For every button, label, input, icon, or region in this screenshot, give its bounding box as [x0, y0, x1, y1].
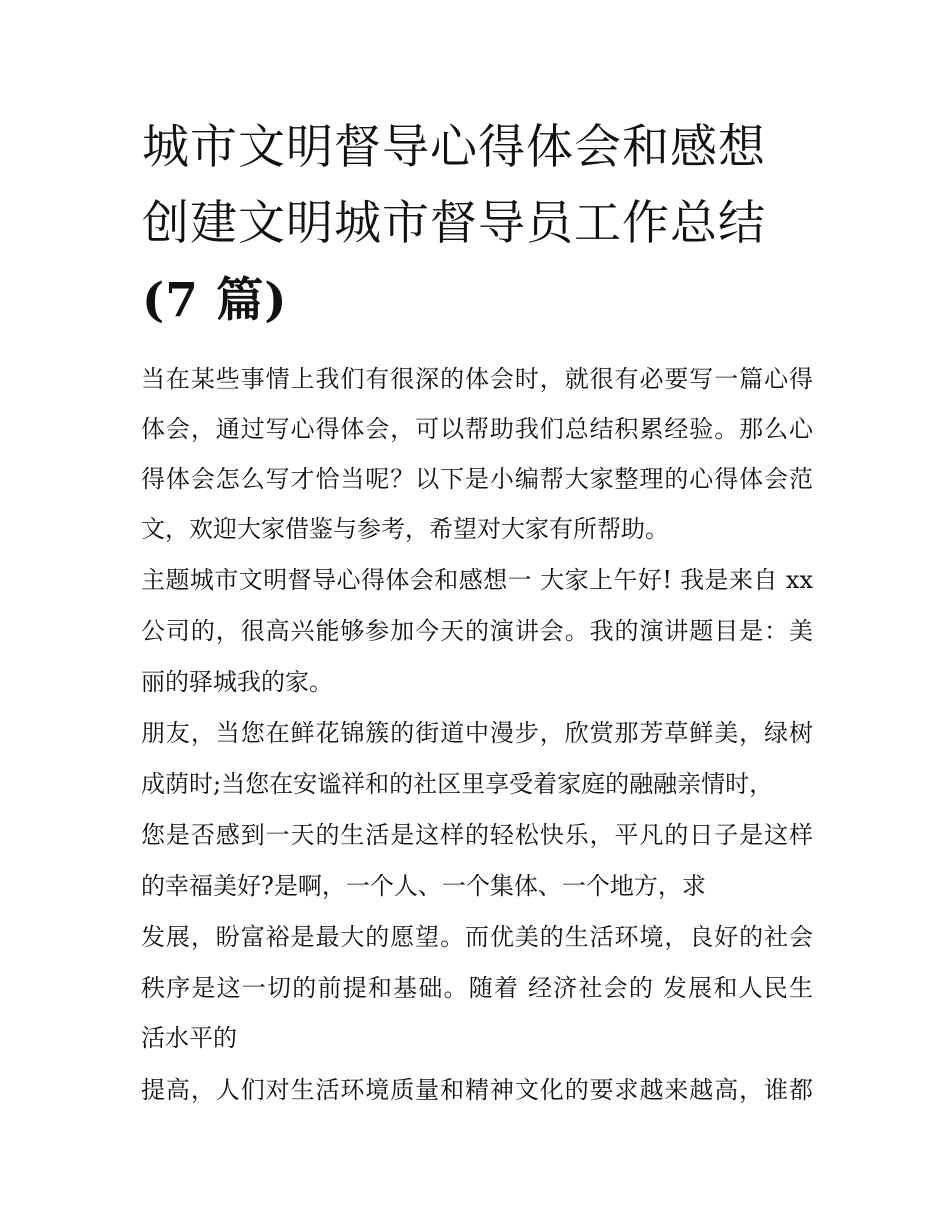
paragraph-1-line-2: 公司的，很高兴能够参加今天的演讲会。我的演讲题目是：美 — [141, 617, 813, 645]
paragraph-4-line-1: 提高，人们对生活环境质量和精神文化的要求越来越高，谁都 — [141, 1076, 813, 1104]
intro-line-1: 当在某些事情上我们有很深的体会时，就很有必要写一篇心得 — [141, 365, 813, 393]
document-title-line-2: 创建文明城市督导员工作总结 — [142, 196, 766, 251]
paragraph-2-line-4: 的幸福美好?是啊，一个人、一个集体、一个地方，求 — [141, 872, 706, 900]
intro-line-2: 体会，通过写心得体会，可以帮助我们总结积累经验。那么心 — [141, 415, 813, 443]
paragraph-1-line-3: 丽的驿城我的家。 — [141, 668, 333, 696]
intro-line-4: 文，欢迎大家借鉴与参考，希望对大家有所帮助。 — [141, 515, 669, 543]
document-title-line-1: 城市文明督导心得体会和感想 — [142, 120, 766, 175]
paragraph-3-line-3: 活水平的 — [141, 1024, 237, 1052]
paragraph-2-line-2: 成荫时;当您在安谧祥和的社区里享受着家庭的融融亲情时， — [141, 770, 774, 798]
intro-line-3: 得体会怎么写才恰当呢？以下是小编帮大家整理的心得体会范 — [141, 465, 813, 493]
document-title-line-3: (7 篇) — [142, 273, 288, 328]
paragraph-3-line-1: 发展，盼富裕是最大的愿望。而优美的生活环境，良好的社会 — [141, 923, 813, 951]
paragraph-3-line-2: 秩序是这一切的前提和基础。随着 经济社会的 发展和人民生 — [141, 974, 813, 1002]
paragraph-1-line-1: 主题城市文明督导心得体会和感想一 大家上午好! 我是来自 xx — [141, 566, 813, 594]
paragraph-2-line-3: 您是否感到一天的生活是这样的轻松快乐，平凡的日子是这样 — [141, 821, 813, 849]
paragraph-2-line-1: 朋友，当您在鲜花锦簇的街道中漫步，欣赏那芳草鲜美，绿树 — [141, 719, 813, 747]
